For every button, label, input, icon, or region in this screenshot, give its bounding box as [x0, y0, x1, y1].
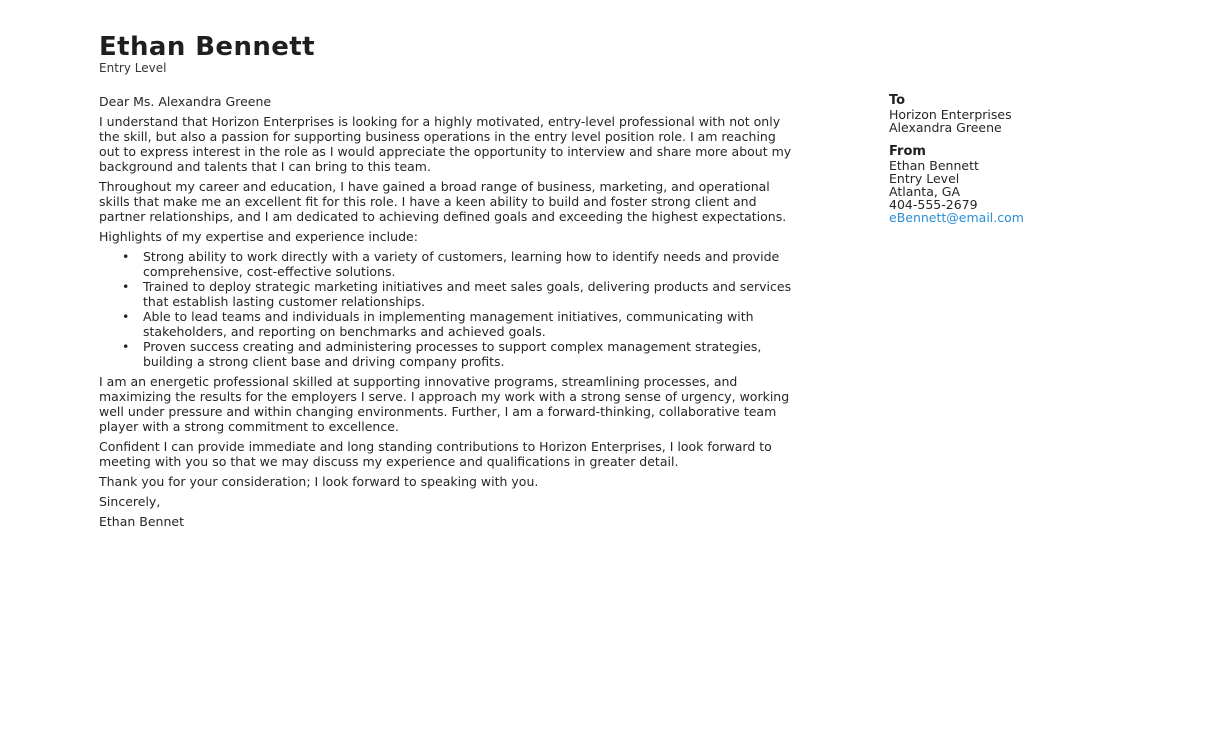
highlight-item: • Trained to deploy strategic marketing initiatives and meet sales goals, delivering products and services that establish lasting customer relationships.	[143, 279, 799, 309]
salutation: Dear Ms. Alexandra Greene	[99, 94, 272, 109]
paragraph-profile: I am an energetic professional skilled at supporting innovative programs, streamlining processes, and maximizing the results for the employers I serve. I approach my work with a strong sense of urgency, working well under pressure and within changing environments. Further, I am a forward-thinking, collaborative team player with a strong commitment to excellence.	[99, 374, 790, 434]
from-heading: From	[889, 144, 926, 159]
paragraph-confidence: Confident I can provide immediate and long standing contributions to Horizon Enterprises, I look forward to meeting with you so that we may discuss my experience and qualifications in greater detail.	[99, 439, 772, 469]
paragraph-skills: Throughout my career and education, I have gained a broad range of business, marketing, and operational skills that make me an excellent fit for this role. I have a keen ability to build and foster strong client and partner relationships, and I am dedicated to achieving defined goals and exceeding the highest expectations.	[99, 179, 787, 224]
highlight-item: • Strong ability to work directly with a variety of customers, learning how to identify needs and provide comprehensive, cost-effective solutions.	[143, 249, 799, 279]
applicant-subtitle: Entry Level	[99, 61, 167, 75]
paragraph-intro: I understand that Horizon Enterprises is looking for a highly motivated, entry-level professional with not only the skill, but also a passion for supporting business operations in the entry level position role. I am reaching out to express interest in the role as I would appreciate the opportunity to interview and share more about my background and talents that I can bring to this team.	[99, 114, 792, 174]
sender-name: Ethan Bennett	[889, 158, 979, 173]
sender-location: Atlanta, GA	[889, 184, 961, 199]
paragraph-thanks: Thank you for your consideration; I look forward to speaking with you.	[99, 474, 539, 489]
closing: Sincerely,	[99, 494, 161, 509]
recipient-company: Horizon Enterprises	[889, 107, 1012, 122]
sender-email-link[interactable]: eBennett@email.com	[889, 210, 1024, 225]
letter-body	[99, 94, 799, 534]
highlight-item: • Proven success creating and administering processes to support complex management strategies, building a strong client base and driving company profits.	[143, 339, 799, 369]
letter-header	[99, 33, 315, 75]
contact-sidebar	[889, 93, 1189, 234]
highlights-intro: Highlights of my expertise and experience include:	[99, 229, 418, 244]
highlights-list	[99, 249, 799, 369]
sender-block	[889, 144, 1189, 224]
to-heading: To	[889, 93, 906, 108]
recipient-block	[889, 93, 1189, 134]
recipient-name: Alexandra Greene	[889, 120, 1002, 135]
signature: Ethan Bennet	[99, 514, 184, 529]
sender-phone: 404-555-2679	[889, 197, 978, 212]
applicant-name: Ethan Bennett	[99, 32, 315, 62]
highlight-item: • Able to lead teams and individuals in implementing management initiatives, communicating with stakeholders, and reporting on benchmarks and achieved goals.	[143, 309, 799, 339]
sender-title: Entry Level	[889, 171, 960, 186]
